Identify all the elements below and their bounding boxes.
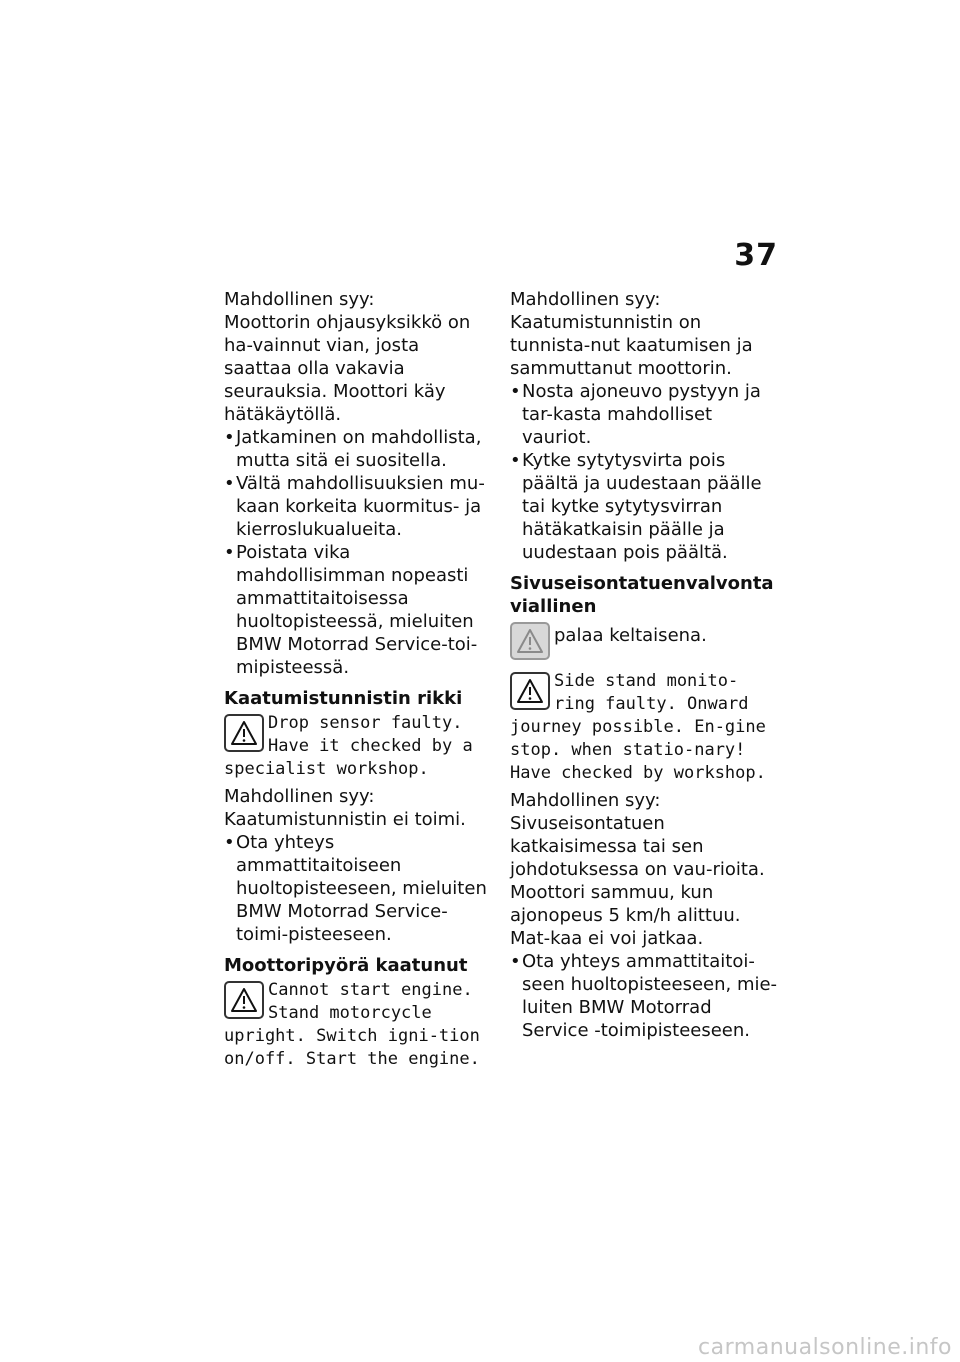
cause-label: Mahdollinen syy: (510, 289, 661, 310)
list-item: • Kytke sytytysvirta pois päältä ja uudestaan päälle tai kytke sytytysvirran hätäkatkaisin päälle ja uudestaan pois päältä. (510, 449, 778, 564)
warning-triangle-icon (510, 672, 550, 710)
action-list (510, 380, 778, 564)
list-item: • Jatkaminen on mahdollista, mutta sitä ei suositella. (224, 426, 492, 472)
display-message: Cannot start engine. Stand motorcycle upright. Switch igni-tion on/off. Start the engine. (224, 980, 480, 1069)
warning-triangle-icon (224, 714, 264, 752)
left-column (224, 288, 492, 1071)
cause-text: Kaatumistunnistin ei toimi. (224, 809, 466, 830)
indicator-text: palaa keltaisena. (554, 625, 707, 646)
list-item: • Nosta ajoneuvo pystyyn ja tar-kasta mahdolliset vauriot. (510, 380, 778, 449)
watermark: carmanualsonline.info (698, 1335, 952, 1360)
list-item: • Ota yhteys ammattitaitoiseen huoltopisteeseen, mieluiten BMW Motorrad Service-toimi-pisteeseen. (224, 831, 492, 946)
indicator-light-side-stand (510, 620, 778, 662)
list-item: • Poistata vika mahdollisimman nopeasti ammattitaitoisessa huoltopisteessä, mieluiten BMW Motorrad Service-toi-mipisteessä. (224, 541, 492, 679)
action-list (510, 950, 778, 1042)
display-message: Drop sensor faulty. Have it checked by a specialist workshop. (224, 713, 473, 779)
section-heading-drop-sensor: Kaatumistunnistin rikki (224, 688, 463, 709)
action-list (224, 831, 492, 946)
cause-text: Sivuseisontatuen katkaisimessa tai sen johdotuksessa on vau-rioita. Moottori sammuu, kun ajonopeus 5 km/h alittuu. Mat-kaa ei voi jatkaa. (510, 813, 765, 949)
action-list (224, 426, 492, 679)
warning-message-drop-sensor (224, 712, 492, 781)
warning-message-side-stand (510, 670, 778, 785)
list-item: • Vältä mahdollisuuksien mu-kaan korkeita kuormitus- ja kierroslukualueita. (224, 472, 492, 541)
right-column (510, 288, 778, 1042)
page-number: 37 (734, 238, 778, 273)
cause-label: Mahdollinen syy: (510, 790, 661, 811)
warning-light-icon (510, 622, 550, 660)
warning-triangle-icon (224, 981, 264, 1019)
cause-label: Mahdollinen syy: (224, 786, 375, 807)
display-message: Side stand monito-ring faulty. Onward journey possible. En-gine stop. when statio-nary! Have checked by workshop. (510, 671, 766, 783)
cause-text: Moottorin ohjausyksikkö on ha-vainnut vian, josta saattaa olla vakavia seurauksia. Moottori käy hätäkäytöllä. (224, 312, 471, 425)
cause-label: Mahdollinen syy: (224, 289, 375, 310)
list-item: • Ota yhteys ammattitaitoi-seen huoltopisteeseen, mie-luiten BMW Motorrad Service -toimipisteeseen. (510, 950, 778, 1042)
section-heading-motorcycle-fallen: Moottoripyörä kaatunut (224, 955, 468, 976)
cause-text: Kaatumistunnistin on tunnista-nut kaatumisen ja sammuttanut moottorin. (510, 312, 753, 379)
warning-message-motorcycle-fallen (224, 979, 492, 1071)
section-heading-side-stand: Sivuseisontatuenvalvonta viallinen (510, 573, 774, 617)
